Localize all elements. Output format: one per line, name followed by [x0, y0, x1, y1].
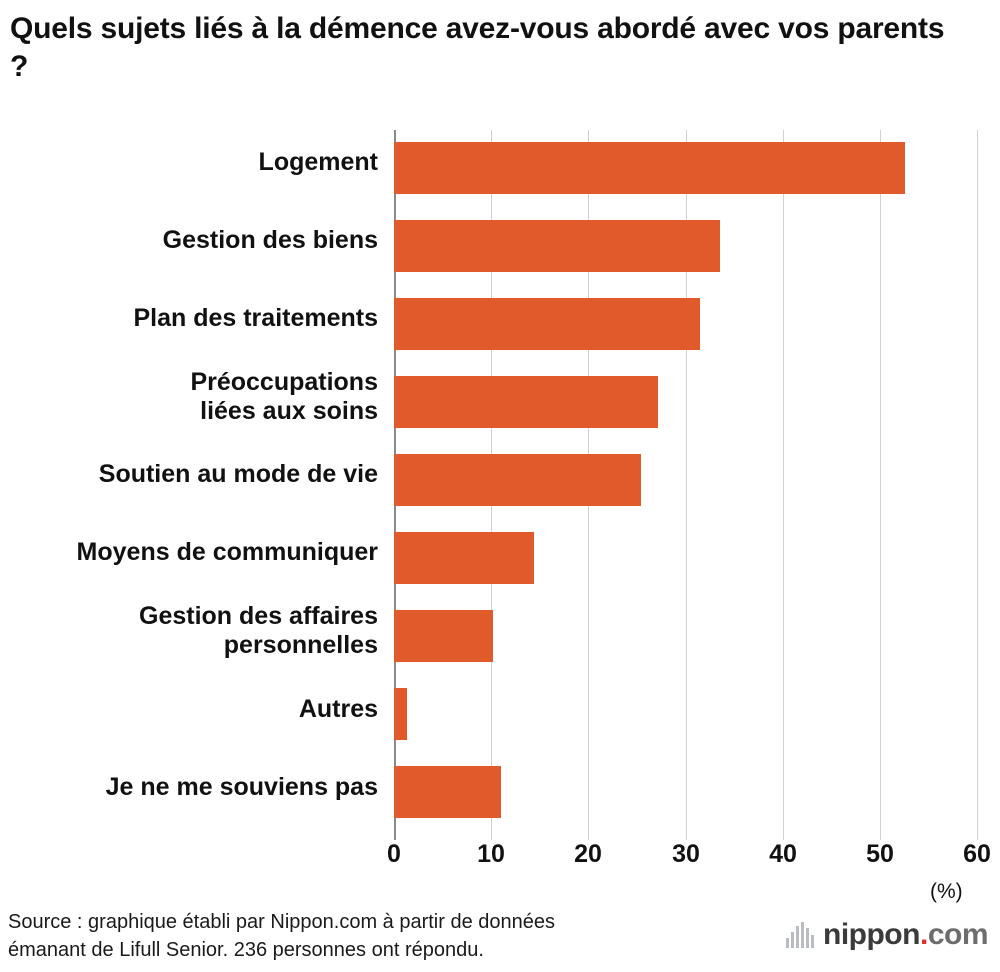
category-label [0, 304, 378, 333]
xtick-40: 40 [769, 840, 797, 868]
wave-mark-icon [786, 922, 814, 948]
xtick-0: 0 [387, 840, 401, 868]
xtick-50: 50 [866, 840, 894, 868]
category-label [0, 695, 378, 724]
x-axis-ticks [387, 840, 994, 880]
bars [394, 130, 978, 840]
brand-dot: . [919, 918, 928, 951]
category-label-line: Gestion des affaires [139, 602, 378, 630]
bar-je-ne-me-souviens-pas[interactable] [394, 766, 501, 818]
bar-autres[interactable] [394, 688, 407, 740]
xtick-10: 10 [477, 840, 505, 868]
plot-area [394, 130, 978, 840]
category-axis-labels [0, 130, 378, 840]
category-label-line: Logement [258, 148, 378, 176]
category-label [0, 368, 378, 425]
source-note [8, 908, 708, 964]
category-label [0, 602, 378, 659]
bar-chart [0, 118, 1000, 868]
brand-suffix: com [927, 918, 988, 951]
category-label [0, 538, 378, 567]
category-label-line: Je ne me souviens pas [105, 773, 378, 801]
category-label-line: liées aux soins [200, 396, 378, 425]
brand-logo[interactable] [786, 918, 988, 952]
category-label-line: Moyens de communiquer [76, 538, 378, 566]
brand-name: nippon [823, 918, 920, 951]
category-label-line: personnelles [223, 630, 378, 659]
category-label-line: Gestion des biens [162, 226, 378, 254]
bar-gestion-des-biens[interactable] [394, 220, 720, 272]
bar-plan-des-traitements[interactable] [394, 298, 700, 350]
category-label [0, 226, 378, 255]
brand-wordmark [823, 918, 988, 952]
category-label-line: Préoccupations [190, 368, 378, 396]
bar-soutien-au-mode-de-vie[interactable] [394, 454, 641, 506]
bar-moyens-de-communiquer[interactable] [394, 532, 534, 584]
bar-logement[interactable] [394, 142, 905, 194]
bar-gestion-des-affaires-personnelles[interactable] [394, 610, 493, 662]
category-label-line: Plan des traitements [133, 304, 378, 332]
category-label-line: Soutien au mode de vie [98, 460, 378, 488]
source-note-line1: Source : graphique établi par Nippon.com à partir de données [8, 911, 556, 933]
category-label-line: Autres [298, 695, 378, 723]
category-label [0, 773, 378, 802]
x-axis-unit-label: (%) [930, 880, 963, 903]
category-label [0, 460, 378, 489]
category-label [0, 148, 378, 177]
xtick-20: 20 [574, 840, 602, 868]
source-note-line2: émanant de Lifull Senior. 236 personnes ont répondu. [8, 939, 484, 961]
xtick-60: 60 [963, 840, 991, 868]
page-title: Quels sujets liés à la démence avez-vous abordé avec vos parents ? [10, 12, 945, 84]
xtick-30: 30 [672, 840, 700, 868]
bar-preoccupations-liees-aux-soins[interactable] [394, 376, 658, 428]
